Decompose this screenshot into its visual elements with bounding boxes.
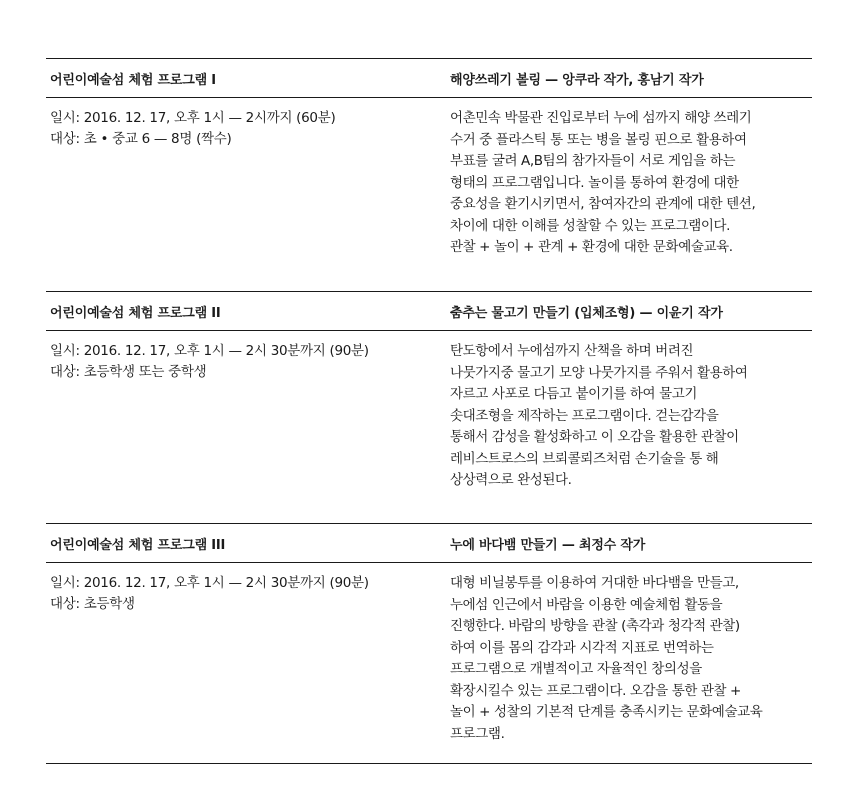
program-info (46, 341, 446, 524)
audience-text: 대상: 초등학생 (50, 596, 135, 612)
program-section-2 (46, 291, 812, 524)
work-title: 춤추는 물고기 만들기 (입체조형) — 이윤기 작가 (450, 305, 723, 321)
program-body-row (46, 331, 812, 524)
program-section-3 (46, 523, 812, 764)
program-description: 탄도항에서 누에섬까지 산책을 하며 버려진 나뭇가지중 물고기 모양 나뭇가지를 주워서 활용하여 자르고 사포로 다듬고 붙이기를 하여 물고기 솟대조형을 제작하는 프로그램이다. 걷는감각을 통해서 감성을 활성화하고 이 오감을 활용한 관찰이 레비스트로스의 브뢰콜뢰즈처럼 손기술을 통 해 상상력으로 완성된다. (450, 343, 748, 488)
program-title: 어린이예술섬 체험 프로그램 III (50, 537, 226, 553)
program-title: 어린이예술섬 체험 프로그램 II (50, 305, 221, 321)
program-description: 대형 비닐봉투를 이용하여 거대한 바다뱀을 만들고, 누에섬 인근에서 바람을 이용한 예술체험 활동을 진행한다. 바람의 방향을 관찰 (촉각과 청각적 관찰) 하여 이를 몸의 감각과 시각적 지표로 번역하는 프로그램으로 개별적이고 자율적인 창의성을 확장시킬수 있는 프로그램이다. 오감을 통한 관찰 + 놀이 + 성찰의 기본적 단계를 충족시키는 문화예술교육 프로그램. (450, 575, 763, 742)
audience-text: 대상: 초등학생 또는 중학생 (50, 364, 207, 380)
program-section-1 (46, 58, 812, 292)
program-info (46, 573, 446, 763)
work-title: 누에 바다뱀 만들기 — 최정수 작가 (450, 537, 646, 553)
program-title: 어린이예술섬 체험 프로그램 I (50, 72, 216, 88)
work-title: 해양쓰레기 볼링 — 앙쿠라 작가, 홍남기 작가 (450, 72, 704, 88)
program-body-row (46, 98, 812, 292)
schedule-text: 일시: 2016. 12. 17, 오후 1시 — 2시 30분까지 (90분) (50, 343, 369, 359)
program-info (46, 108, 446, 292)
schedule-text: 일시: 2016. 12. 17, 오후 1시 — 2시 30분까지 (90분) (50, 575, 369, 591)
program-body-row (46, 563, 812, 763)
audience-text: 대상: 초 • 중교 6 — 8명 (짝수) (50, 131, 232, 147)
program-header-row (46, 59, 812, 98)
schedule-text: 일시: 2016. 12. 17, 오후 1시 — 2시까지 (60분) (50, 110, 336, 126)
program-description: 어촌민속 박물관 진입로부터 누에 섬까지 해양 쓰레기 수거 중 플라스틱 통 또는 병을 볼링 핀으로 활용하여 부표를 굴려 A,B팀의 참가자들이 서로 게임을 하는 형태의 프로그램입니다. 놀이를 통하여 환경에 대한 중요성을 환기시키면서, 참여자간의 관계에 대한 텐션, 차이에 대한 이해를 성찰할 수 있는 프로그램이다. 관찰 + 놀이 + 관계 + 환경에 대한 문화예술교육. (450, 110, 756, 255)
program-header-row (46, 292, 812, 331)
program-header-row (46, 524, 812, 563)
